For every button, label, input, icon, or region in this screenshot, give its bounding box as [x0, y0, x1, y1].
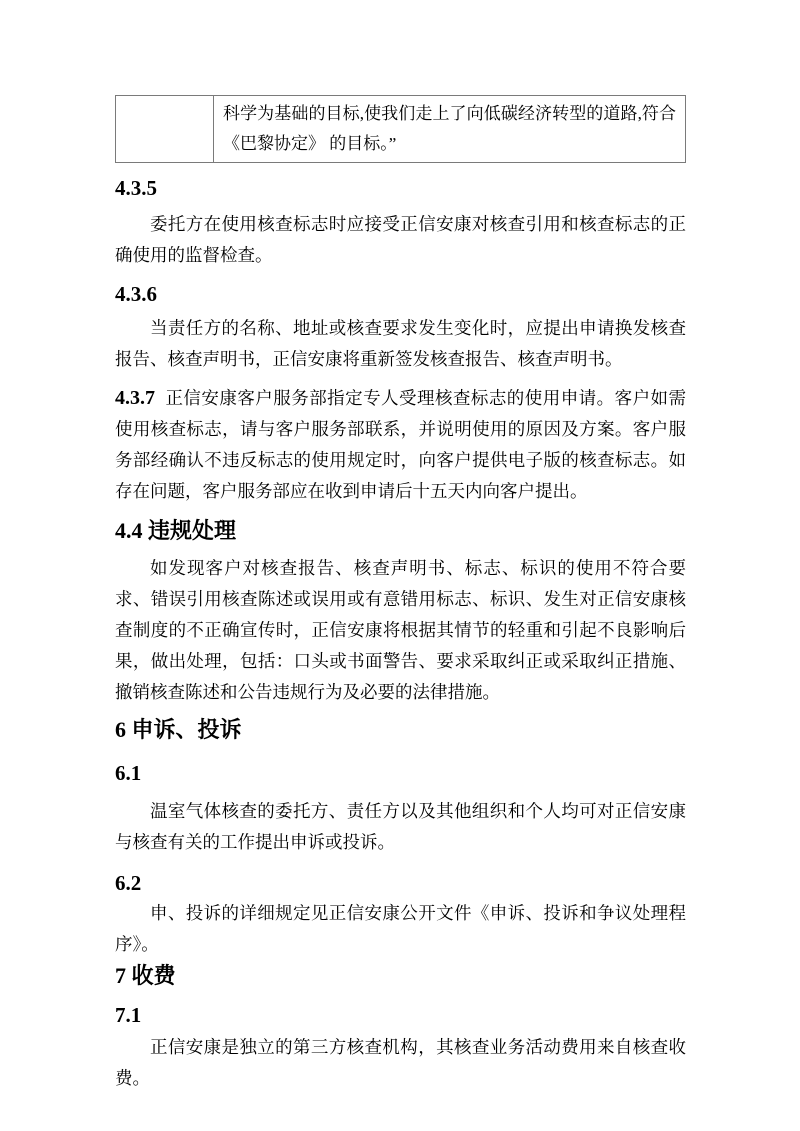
paragraph-6-1: 温室气体核查的委托方、责任方以及其他组织和个人均可对正信安康与核查有关的工作提出申诉或投诉。 [115, 801, 686, 852]
table-cell-empty [116, 96, 214, 163]
heading-4-3-6: 4.3.6 [115, 282, 157, 306]
paragraph-4-3-5: 委托方在使用核查标志时应接受正信安康对核查引用和核查标志的正确使用的监督检查。 [115, 214, 686, 265]
paragraph-4-3-7 [115, 383, 686, 507]
heading-6: 6 申诉、投诉 [115, 717, 242, 742]
heading-4-4: 4.4 违规处理 [115, 518, 237, 543]
heading-4-3-5: 4.3.5 [115, 176, 157, 200]
paragraph-4-3-7-text: 正信安康客户服务部指定专人受理核查标志的使用申请。客户如需使用核查标志，请与客户服务部联系，并说明使用的原因及方案。客户服务部经确认不违反标志的使用规定时，向客户提供电子版的核查标志。如存在问题，客户服务部应在收到申请后十五天内向客户提出。 [115, 388, 686, 501]
continuation-table [115, 95, 686, 163]
paragraph-7-1: 正信安康是独立的第三方核查机构，其核查业务活动费用来自核查收费。 [115, 1037, 686, 1088]
paragraph-6-2: 申、投诉的详细规定见正信安康公开文件《申诉、投诉和争议处理程序》。 [115, 903, 686, 954]
heading-7-1: 7.1 [115, 1003, 142, 1027]
heading-6-1: 6.1 [115, 761, 142, 785]
table-row [116, 96, 686, 163]
table-cell-text: 科学为基础的目标,使我们走上了向低碳经济转型的道路,符合《巴黎协定》 的目标。” [214, 96, 686, 163]
paragraph-4-3-6: 当责任方的名称、地址或核查要求发生变化时，应提出申请换发核查报告、核查声明书，正信安康将重新签发核查报告、核查声明书。 [115, 318, 686, 369]
heading-7: 7 收费 [115, 963, 176, 988]
paragraph-4-4: 如发现客户对核查报告、核查声明书、标志、标识的使用不符合要求、错误引用核查陈述或误用或有意错用标志、标识、发生对正信安康核查制度的不正确宣传时，正信安康将根据其情节的轻重和引起不良影响后果，做出处理，包括：口头或书面警告、要求采取纠正或采取纠正措施、撤销核查陈述和公告违规行为及必要的法律措施。 [115, 558, 686, 702]
heading-6-2: 6.2 [115, 871, 142, 895]
heading-4-3-7: 4.3.7 [115, 387, 155, 409]
